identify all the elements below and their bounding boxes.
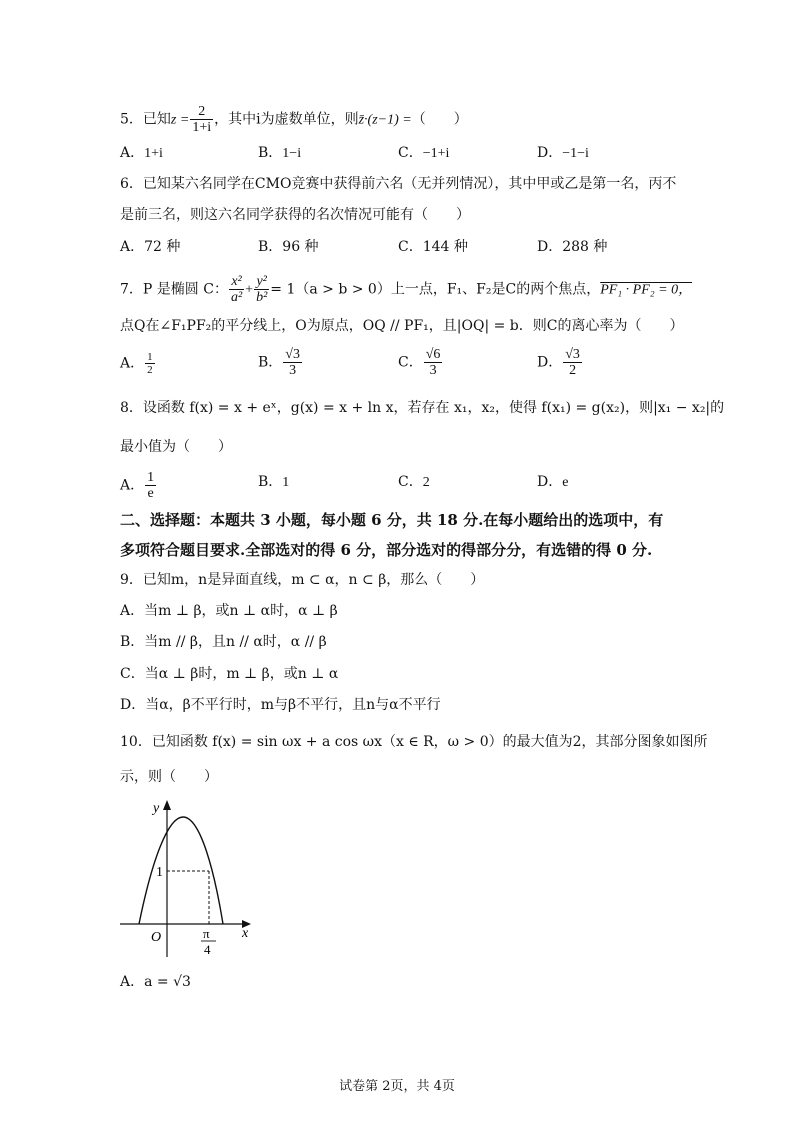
q7-stem-line1: 7．P 是椭圆 C： $\frac{\text{x²}}{\text{a²}}$ + $\frac{\text{y²}}{\text{b²}}$ = 1（a > b > 0）上一点，F₁、F₂是C的两个焦点，PF₁ · PF₂ = 0， (120, 274, 693, 305)
q7-fraction-y: $\frac{\text{y²}}{\text{b²}}$ (256, 274, 268, 305)
q8-option-b: B．1 (258, 474, 290, 490)
q9-option-c: C．当α ⊥ β时，m ⊥ β，或n ⊥ α (120, 666, 339, 682)
page-footer: 试卷第 2页，共 4页 (339, 1079, 455, 1094)
tick-label-4: 4 (204, 942, 211, 957)
q8-option-d: D．e (537, 474, 569, 490)
q7-stem-line2: 点Q在∠F₁PF₂的平分线上，O为原点，OQ // PF₁，且|OQ| = b．则C的离心率为（ ） (120, 318, 684, 334)
tick-label-1: 1 (156, 865, 163, 880)
y-axis-label: y (153, 801, 160, 816)
q5-fraction: $\frac{2}{1+i}$ (192, 104, 212, 135)
q5-option-d: D．−1−i (537, 145, 589, 161)
q7-fraction-x: $\frac{\text{x²}}{\text{a²}}$ (230, 274, 243, 305)
q8-option-c: C．2 (398, 474, 430, 490)
y-axis-arrow (163, 800, 171, 810)
q6-stem-line1: 6．已知某六名同学在CMO竞赛中获得前六名（无并列情况），其中甲或乙是第一名，丙不 (120, 176, 677, 192)
q10-stem-line2: 示，则（ ） (120, 769, 218, 785)
section2-heading-line1: 二、选择题：本题共 3 小题，每小题 6 分，共 18 分.在每小题给出的选项中，有 (120, 511, 664, 529)
tick-label-pi: π (203, 926, 210, 941)
origin-label: O (151, 930, 162, 945)
q5-option-a: A．1+i (120, 145, 163, 161)
q9-option-a: A．当m ⊥ β，或n ⊥ α时，α ⊥ β (120, 603, 338, 619)
q9-stem: 9．已知m，n是异面直线，m ⊂ α，n ⊂ β，那么（ ） (120, 572, 485, 588)
q6-option-d: D．288 种 (537, 239, 608, 255)
q10-option-a: A．a = √3 (120, 974, 191, 990)
q8-option-a: A． $\frac{1}{e}$ (120, 470, 155, 501)
q8-stem-line1: 8．设函数 f(x) = x + eˣ，g(x) = x + ln x，若存在 x₁，x₂，使得 f(x₁) = g(x₂)，则|x₁ − x₂|的 (120, 400, 725, 416)
x-axis-label: x (242, 926, 249, 941)
q5-option-b: B．1−i (258, 145, 302, 161)
q5-stem: 5．已知z = $\frac{2}{1+i}$ ，其中i为虚数单位，则z̄·(z−1) =（ ） (120, 104, 468, 135)
q7-option-c: C． $\frac{√6}{3}$ (398, 347, 441, 378)
q6-stem-line2: 是前三名，则这六名同学获得的名次情况可能有（ ） (120, 207, 470, 223)
q6-option-a: A．72 种 (120, 239, 181, 255)
q6-option-b: B．96 种 (258, 239, 319, 255)
q6-option-c: C．144 种 (398, 239, 468, 255)
q9-option-d: D．当α，β不平行时，m与β不平行，且n与α不平行 (120, 697, 441, 713)
section2-heading-line2: 多项符合题目要求.全部选对的得 6 分，部分选对的得部分分，有选错的得 0 分. (120, 541, 653, 559)
q7-option-d: D． $\frac{√3}{2}$ (537, 347, 580, 378)
q10-stem-line1: 10．已知函数 f(x) = sin ωx + a cos ωx（x ∈ R，ω > 0）的最大值为2，其部分图象如图所 (120, 734, 708, 750)
q7-option-b: B． $\frac{√3}{3}$ (258, 347, 300, 378)
sine-curve (139, 817, 223, 924)
q8-stem-line2: 最小值为（ ） (120, 439, 232, 455)
q7-option-a: A． $\frac{1}{2}$ (120, 351, 153, 376)
q5-option-c: C．−1+i (398, 145, 450, 161)
q10-function-graph (115, 795, 265, 960)
q9-option-b: B．当m // β，且n // α时，α // β (120, 634, 327, 650)
